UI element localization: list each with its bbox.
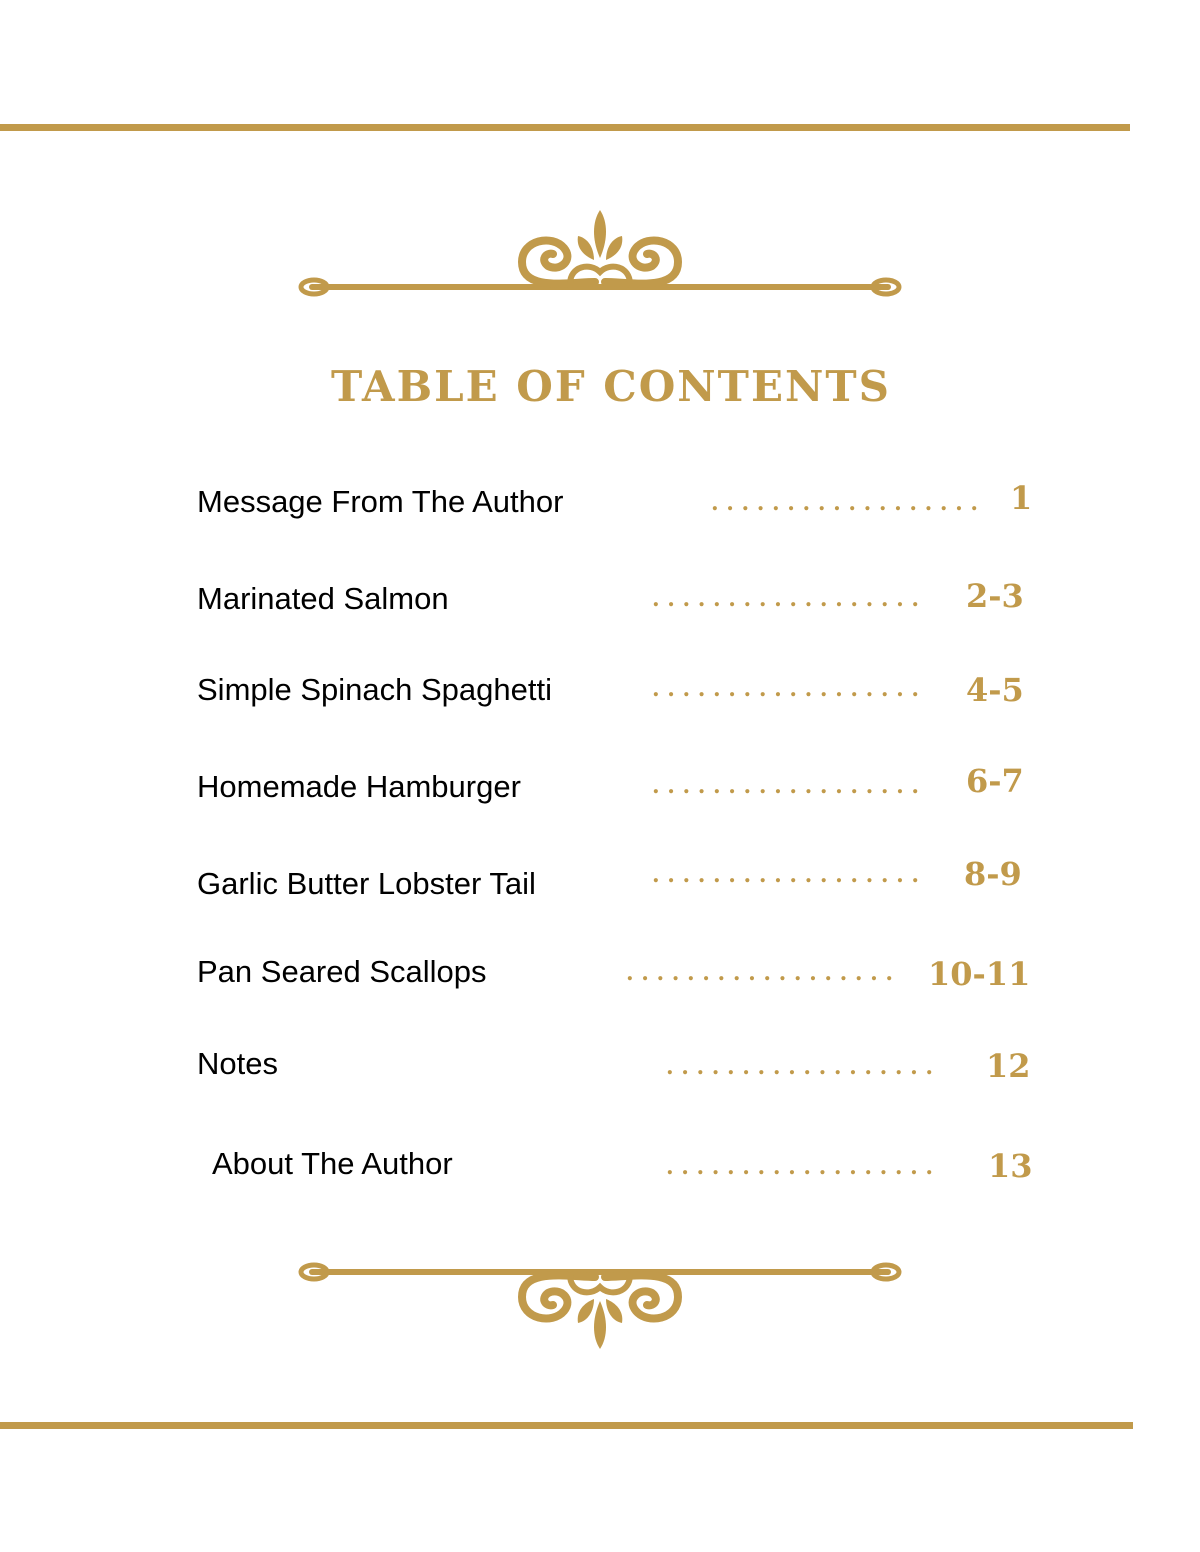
toc-leader-dots: .................. [652, 676, 927, 702]
toc-page-number: 10-11 [928, 955, 1031, 993]
toc-page-number: 6-7 [966, 762, 1024, 800]
toc-entry-title: Garlic Butter Lobster Tail [197, 866, 536, 901]
toc-page-number: 2-3 [966, 577, 1024, 615]
toc-entry-title: Message From The Author [197, 484, 564, 519]
toc-leader-dots: .................. [652, 586, 927, 612]
toc-entry-title: Notes [197, 1046, 278, 1081]
toc-entry-title: Homemade Hamburger [197, 769, 521, 804]
toc-entry-title: Pan Seared Scallops [197, 954, 487, 989]
toc-leader-dots: .................. [652, 773, 927, 799]
toc-entry [0, 1144, 1200, 1204]
toc-entry-title: Simple Spinach Spaghetti [197, 672, 553, 707]
toc-entry [0, 670, 1200, 730]
toc-page-number: 12 [986, 1047, 1031, 1085]
toc-page-number: 8-9 [964, 855, 1022, 893]
top-divider-line [0, 124, 1130, 131]
toc-page-number: 4-5 [966, 671, 1024, 709]
toc-entry-title: Marinated Salmon [197, 581, 449, 616]
toc-entry [0, 762, 1200, 825]
toc-page-number: 1 [1010, 479, 1033, 517]
toc-leader-dots: .................. [666, 1054, 941, 1080]
toc-leader-dots: .................. [711, 490, 986, 516]
flourish-ornament-top-icon [290, 200, 910, 350]
toc-entry [0, 952, 1200, 1012]
bottom-divider-line [0, 1422, 1133, 1429]
toc-entry [0, 1044, 1200, 1104]
flourish-ornament-bottom-icon [290, 1250, 910, 1400]
page-title: TABLE OF CONTENTS [331, 362, 891, 411]
toc-entry-title: About The Author [212, 1146, 453, 1181]
toc-entry [0, 479, 1200, 542]
toc-entry [0, 578, 1200, 638]
toc-leader-dots: .................. [652, 862, 927, 888]
toc-leader-dots: .................. [626, 960, 901, 986]
toc-leader-dots: .................. [666, 1154, 941, 1180]
toc-entry [0, 855, 1200, 918]
toc-page-number: 13 [988, 1147, 1033, 1185]
